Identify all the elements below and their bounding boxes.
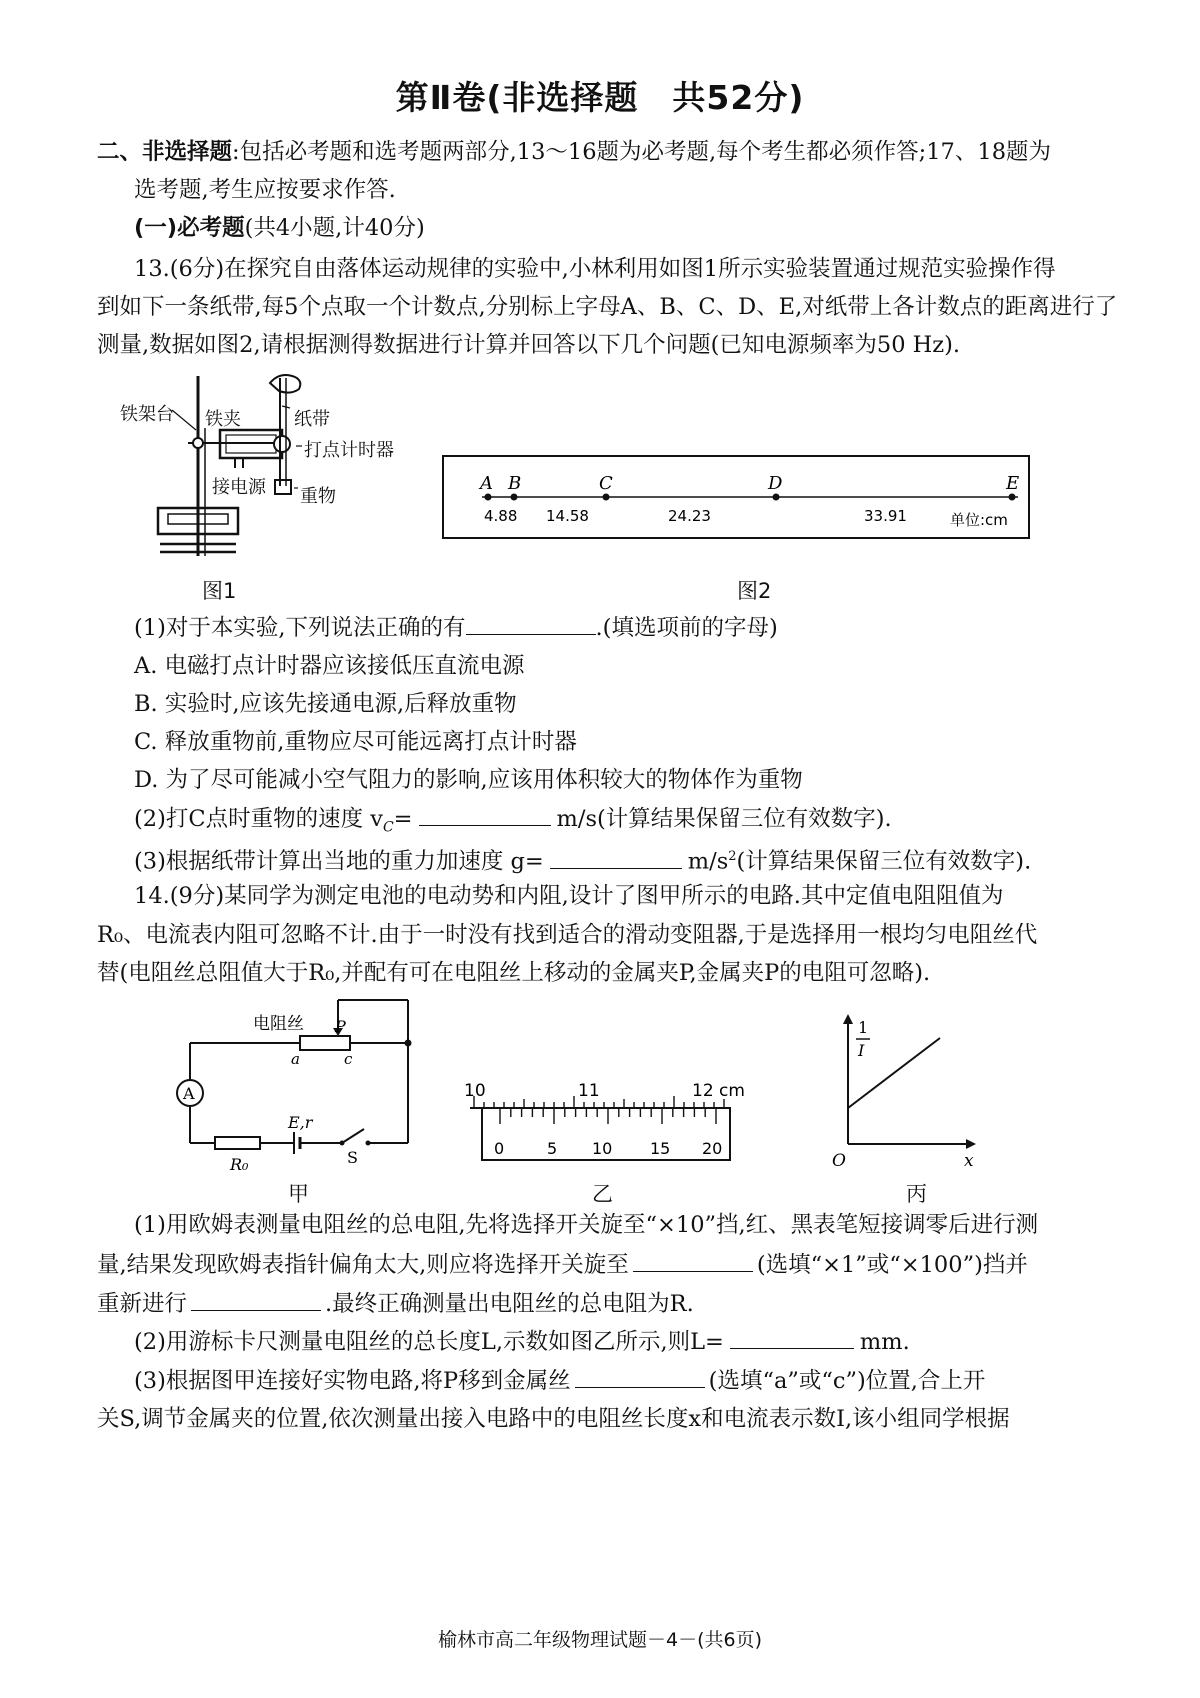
fig1-label-tape: 纸带: [294, 409, 330, 430]
label-r0: R₀: [230, 1155, 249, 1174]
fig1-label-timer: 打点计时器: [304, 440, 394, 461]
fig-jia-caption: 甲: [288, 1182, 309, 1206]
origin-label: O: [832, 1151, 846, 1171]
q13-line3: 测量,数据如图2,请根据测得数据进行计算并回答以下几个问题(已知电源频率为50 Hz).: [97, 332, 961, 358]
q14-p1-line2-end: (选填“×1”或“×100”)挡并: [756, 1252, 1028, 1278]
q13-p3-answer-blank[interactable]: [550, 846, 682, 869]
q14-p1-line3-end: .最终正确测量出电阻丝的总电阻为R.: [325, 1291, 694, 1317]
tape-point-e: [1009, 494, 1016, 501]
q14-part2: [134, 1326, 910, 1357]
fig1-label-stand: 铁架台: [120, 404, 174, 425]
fig-jia-circuit: [170, 998, 430, 1183]
vernier-label-5: 5: [547, 1139, 558, 1158]
q13-option-b: B. 实验时,应该先接通电源,后释放重物: [134, 691, 517, 717]
vernier-label-10: 10: [592, 1139, 613, 1158]
q14-p1-answer-blank2[interactable]: [191, 1288, 321, 1311]
q14-p1-answer-blank1[interactable]: [633, 1249, 753, 1272]
tape-distance-bc: 14.58: [546, 507, 589, 525]
tape-label-c: C: [599, 473, 613, 494]
tape-label-a: A: [480, 473, 493, 494]
q14-p2-answer-blank[interactable]: [730, 1326, 854, 1349]
fig-bing-graph: [820, 1010, 990, 1180]
q14-p3-answer-blank[interactable]: [575, 1365, 705, 1388]
q13-part1: [134, 612, 778, 643]
main-scale-label-12: 12 cm: [692, 1081, 745, 1101]
q13-p2-equals: =: [393, 806, 413, 832]
fig2-caption: 图2: [737, 579, 772, 603]
section-intro-line2: 选考题,考生应按要求作答.: [134, 177, 396, 203]
tape-distance-de: 33.91: [864, 507, 907, 525]
tape-point-d: [773, 494, 780, 501]
q13-option-a: A. 电磁打点计时器应该接低压直流电源: [134, 653, 525, 679]
subsection-title: (一)必考题: [134, 215, 245, 241]
page-title: 第Ⅱ卷(非选择题 共52分): [395, 78, 805, 117]
label-slider-p: P: [335, 1017, 346, 1036]
main-scale-label-10: 10: [464, 1081, 486, 1101]
tape-point-a: [485, 494, 492, 501]
q14-line1: 14.(9分)某同学为测定电池的电动势和内阻,设计了图甲所示的电路.其中定值电阻阻值为: [134, 883, 1004, 909]
tape-label-b: B: [508, 473, 522, 494]
q13-p1-tail: .(填选项前的字母): [595, 615, 778, 641]
label-end-a: a: [291, 1050, 300, 1068]
label-resistance-wire: 电阻丝: [253, 1014, 304, 1034]
q13-option-c: C. 释放重物前,重物应尽可能远离打点计时器: [134, 729, 577, 755]
subsection-note: (共4小题,计40分): [244, 215, 425, 241]
q13-p3-unit: m/s: [687, 848, 729, 875]
q14-line2: R₀、电流表内阻可忽略不计.由于一时没有找到适合的滑动变阻器,于是选择用一根均匀电阻丝代: [97, 922, 1038, 948]
q13-p2-stem: (2)打C点时重物的速度 v: [134, 806, 383, 832]
q13-p2-subscript: C: [382, 819, 394, 836]
q14-part3-line1: [134, 1365, 985, 1396]
section-intro-line1: [97, 137, 1051, 167]
q14-p3-line1-end: (选填“a”或“c”)位置,合上开: [708, 1368, 986, 1394]
q13-p2-answer-blank[interactable]: [419, 803, 551, 826]
q14-part1-line1: (1)用欧姆表测量电阻丝的总电阻,先将选择开关旋至“×10”挡,红、黑表笔短接调零后进行测: [134, 1212, 1039, 1238]
q14-p2-stem: (2)用游标卡尺测量电阻丝的总长度L,示数如图乙所示,则L=: [134, 1329, 724, 1355]
main-scale-label-11: 11: [578, 1081, 600, 1101]
y-axis-numerator: 1: [858, 1018, 869, 1037]
label-switch: S: [347, 1148, 358, 1167]
q13-part3: [134, 842, 1031, 877]
tape-distance-cd: 24.23: [668, 507, 711, 525]
q14-p2-unit: mm.: [859, 1329, 910, 1355]
q13-p1-stem: (1)对于本实验,下列说法正确的有: [134, 615, 466, 641]
q14-p1-line3-start: 重新进行: [97, 1291, 188, 1317]
fig2-tape: [442, 455, 1042, 545]
label-battery: E,r: [288, 1113, 313, 1132]
vernier-label-15: 15: [650, 1139, 671, 1158]
vernier-label-20: 20: [702, 1139, 723, 1158]
tape-label-d: D: [768, 473, 783, 494]
tape-distance-ab: 4.88: [484, 507, 518, 525]
fig-yi-caliper: [460, 1078, 760, 1170]
q13-p3-stem: (3)根据纸带计算出当地的重力加速度 g=: [134, 848, 544, 875]
q13-p3-sup: 2: [728, 849, 737, 864]
fig-yi-caption: 乙: [592, 1182, 613, 1206]
y-axis-denominator: I: [858, 1041, 865, 1060]
page-footer: 榆林市高二年级物理试题－4－(共6页): [437, 1629, 762, 1651]
subsection-heading: [134, 213, 425, 243]
q13-line1: 13.(6分)在探究自由落体运动规律的实验中,小林利用如图1所示实验装置通过规范实验操作得: [134, 256, 1056, 282]
q13-part2: [134, 803, 892, 843]
q14-line3: 替(电阻丝总阻值大于R₀,并配有可在电阻丝上移动的金属夹P,金属夹P的电阻可忽略).: [97, 960, 931, 986]
q14-part1-line3: [97, 1288, 694, 1319]
fig1-label-power: 接电源: [212, 477, 266, 498]
q14-p1-line2-start: 量,结果发现欧姆表指针偏角太大,则应将选择开关旋至: [97, 1252, 629, 1278]
q13-p2-tail: m/s(计算结果保留三位有效数字).: [556, 806, 892, 832]
tape-point-c: [603, 494, 610, 501]
x-axis-label: x: [964, 1151, 974, 1171]
tape-unit: 单位:cm: [950, 511, 1008, 529]
q14-part1-line2: [97, 1249, 1028, 1280]
section-heading: 二、非选择题: [97, 139, 233, 165]
fig1-caption: 图1: [202, 579, 237, 603]
fig1-label-clamp: 铁夹: [205, 409, 241, 430]
q13-line2: 到如下一条纸带,每5个点取一个计数点,分别标上字母A、B、C、D、E,对纸带上各计数点的距离进行了: [97, 294, 1118, 320]
fig-bing-caption: 丙: [906, 1182, 927, 1206]
q14-p3-line1-start: (3)根据图甲连接好实物电路,将P移到金属丝: [134, 1368, 571, 1394]
tape-label-e: E: [1006, 473, 1020, 494]
tape-point-b: [511, 494, 518, 501]
q13-option-d: D. 为了尽可能减小空气阻力的影响,应该用体积较大的物体作为重物: [134, 767, 803, 793]
q13-p3-tail: (计算结果保留三位有效数字).: [736, 848, 1032, 875]
q13-p1-answer-blank[interactable]: [466, 612, 596, 635]
label-end-c: c: [344, 1050, 353, 1068]
vernier-label-0: 0: [494, 1139, 505, 1158]
ammeter-symbol: A: [183, 1084, 195, 1103]
section-intro-text: :包括必考题和选考题两部分,13～16题为必考题,每个考生都必须作答;17、18题为: [232, 139, 1052, 165]
fig1-label-weight: 重物: [300, 486, 336, 507]
q14-part3-line2: 关S,调节金属夹的位置,依次测量出接入电路中的电阻丝长度x和电流表示数I,该小组同学根据: [97, 1406, 1010, 1432]
